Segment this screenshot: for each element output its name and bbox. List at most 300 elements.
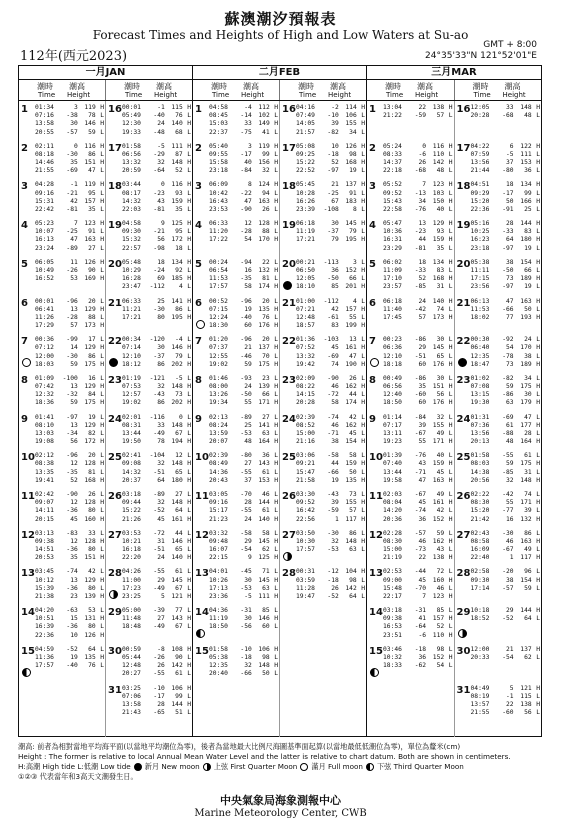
tide-event	[383, 228, 453, 236]
tide-event	[35, 414, 104, 422]
tide-time: 06:02	[383, 258, 402, 266]
tide-height-msl: 32	[157, 159, 165, 167]
tide-event	[209, 593, 278, 601]
day-number: 10	[21, 452, 35, 464]
tide-event	[35, 654, 104, 662]
day-block	[106, 298, 192, 337]
tide-type: H	[100, 515, 104, 523]
tide-event	[471, 654, 541, 662]
tide-height-datum: 111	[520, 150, 532, 158]
tide-type: H	[187, 220, 191, 228]
tide-type: H	[361, 383, 365, 391]
tide-time: 09:55	[209, 150, 228, 158]
tide-height-msl: 45	[418, 576, 427, 584]
tide-type: L	[187, 228, 191, 236]
tide-height-datum: 65	[175, 546, 183, 554]
tide-type: H	[448, 476, 453, 484]
tide-event	[122, 129, 191, 137]
tide-height-datum: 110	[432, 631, 445, 639]
tide-time: 22:20	[122, 554, 141, 562]
tide-height-datum: 129	[84, 305, 96, 313]
tide-time: 20:55	[35, 128, 54, 136]
tide-height-msl: -17	[240, 150, 252, 158]
tide-event	[209, 615, 278, 623]
tide-time: 15:20	[470, 197, 490, 205]
tide-event	[383, 422, 453, 430]
tide-event	[296, 167, 365, 175]
tide-height-datum: 129	[84, 421, 96, 429]
tide-type: L	[536, 491, 540, 498]
tide-height-msl: 24	[244, 515, 252, 523]
tide-type: L	[187, 670, 191, 678]
tide-time: 11:48	[122, 615, 141, 623]
tide-type: L	[536, 709, 540, 717]
tide-height-msl: 22	[418, 554, 427, 562]
day-block	[455, 220, 542, 259]
tide-event	[296, 460, 365, 468]
tide-height-datum: 42	[436, 507, 445, 515]
day-number: 22	[108, 336, 122, 348]
tide-event	[296, 104, 365, 112]
tide-height-msl: -68	[414, 167, 427, 175]
tide-height-datum: 87	[175, 150, 183, 158]
day-number: 8	[369, 374, 376, 386]
tide-event	[296, 452, 365, 460]
tide-event	[471, 585, 541, 593]
month-body	[193, 101, 366, 737]
tide-type: L	[274, 670, 278, 678]
tide-event	[122, 538, 191, 546]
tide-event	[296, 477, 365, 485]
tide-event	[296, 577, 365, 585]
tide-time: 13:58	[35, 120, 54, 128]
day-block	[280, 414, 366, 453]
tide-event	[471, 422, 541, 430]
tide-type: H	[187, 142, 191, 150]
tide-event	[122, 336, 191, 344]
tide-height-datum: 35	[436, 244, 445, 252]
tide-height-datum: 148	[171, 383, 183, 391]
tide-time: 15:03	[209, 120, 228, 128]
tide-event	[471, 336, 541, 344]
day-block	[367, 607, 454, 646]
tide-time: 00:01	[35, 297, 54, 305]
tide-height-datum: 93	[436, 228, 445, 236]
tide-height-datum: 160	[432, 576, 445, 584]
tide-height-datum: 106	[171, 684, 183, 692]
tide-event	[383, 143, 453, 151]
tide-time: 17:14	[470, 584, 490, 592]
notes	[18, 742, 542, 782]
tide-height-datum: 157	[432, 615, 445, 623]
moon-phase-icon	[22, 358, 31, 367]
tide-type: H	[274, 476, 278, 484]
day-block	[455, 568, 542, 607]
tide-time: 05:24	[383, 142, 402, 150]
day-block	[193, 375, 279, 414]
tide-height-datum: 64	[524, 615, 532, 623]
tide-event	[383, 391, 453, 399]
tide-type: H	[448, 104, 453, 111]
tide-event	[35, 516, 104, 524]
tide-event	[122, 452, 191, 460]
tide-height-datum: 95	[175, 228, 183, 236]
tide-event	[209, 646, 278, 654]
tide-event	[35, 422, 104, 430]
tide-time: 02:28	[383, 529, 402, 537]
tide-height-msl: 39	[331, 120, 339, 128]
tide-type: H	[274, 266, 278, 274]
tide-type: L	[448, 374, 453, 382]
tide-height-datum: 175	[84, 360, 96, 368]
tide-height-msl: 28	[157, 700, 165, 708]
tide-type: L	[361, 297, 365, 305]
tide-time: 16:52	[35, 275, 54, 283]
tide-height-datum: 176	[432, 399, 445, 407]
tide-time: 18:33	[383, 662, 402, 670]
tide-time: 21:26	[122, 515, 141, 523]
tide-height-datum: 36	[262, 452, 270, 460]
tide-event	[209, 361, 278, 369]
tide-type: L	[274, 189, 278, 197]
tide-event	[122, 314, 191, 322]
time-header-zh: 潮時	[124, 82, 140, 91]
tide-time: 15:43	[383, 197, 402, 205]
tide-height-msl: 30	[244, 615, 252, 623]
tide-time: 17:57	[296, 546, 315, 554]
tide-type: H	[187, 360, 191, 368]
tide-time: 13:57	[470, 700, 490, 708]
tide-height-datum: 90	[88, 266, 96, 274]
tide-height-msl: 26	[157, 662, 165, 670]
tide-time: 02:13	[209, 413, 228, 421]
tide-type: L	[100, 413, 104, 421]
tide-time: 14:38	[470, 468, 490, 476]
tide-height-datum: 38	[524, 352, 532, 360]
tide-time: 07:12	[35, 344, 54, 352]
tide-height-msl: 38	[331, 438, 339, 446]
tide-event	[209, 353, 278, 361]
day-block	[280, 336, 366, 375]
tide-time: 23:56	[470, 283, 490, 291]
tide-type: L	[448, 607, 453, 615]
tide-height-datum: -4	[175, 336, 183, 344]
tide-height-datum: 126	[345, 142, 357, 150]
tide-height-datum: 103	[432, 189, 445, 197]
tide-event	[35, 460, 104, 468]
tide-height-msl: -25	[66, 228, 78, 236]
tide-time: 02:41	[122, 452, 141, 460]
tide-event	[471, 383, 541, 391]
tide-height-msl: -67	[414, 491, 427, 498]
tide-event	[209, 654, 278, 662]
tide-type: H	[274, 438, 278, 446]
tide-type: L	[274, 258, 278, 266]
tide-height-msl: -36	[66, 584, 78, 592]
day-block	[455, 104, 542, 143]
tide-height-msl: 18	[418, 258, 427, 266]
tide-event	[471, 259, 541, 267]
tide-event	[471, 460, 541, 468]
tide-height-msl: -72	[153, 529, 165, 537]
tide-height-datum: 41	[262, 128, 270, 136]
tide-event	[35, 181, 104, 189]
tide-height-msl: 36	[418, 515, 427, 523]
tide-event	[209, 538, 278, 546]
tide-time: 01:36	[296, 336, 315, 344]
tide-type: L	[361, 374, 365, 382]
tide-height-msl: -40	[153, 112, 165, 120]
tide-type: L	[448, 413, 453, 421]
day-block	[19, 491, 105, 530]
day-number: 27	[456, 529, 471, 541]
tide-event	[209, 430, 278, 438]
tide-event	[35, 112, 104, 120]
tide-time: 10:21	[122, 537, 141, 545]
tide-event	[383, 181, 453, 189]
tide-event	[209, 206, 278, 214]
tide-event	[383, 206, 453, 214]
tide-height-msl: 18	[157, 258, 165, 266]
tide-event	[209, 104, 278, 112]
tide-height-datum: 116	[432, 142, 445, 150]
tide-height-msl: 77	[506, 313, 514, 321]
tide-height-datum: 144	[520, 607, 532, 615]
tide-height-msl: 47	[70, 236, 78, 244]
height-header-en: Height	[67, 91, 91, 99]
day-number: 16	[282, 104, 296, 115]
tide-type: L	[361, 128, 365, 136]
day-number: 19	[282, 220, 296, 232]
day-number: 9	[21, 413, 28, 425]
tide-event	[471, 220, 541, 228]
tide-type: H	[274, 360, 278, 368]
tide-time: 00:31	[296, 568, 315, 576]
tide-height-datum: 169	[84, 275, 96, 283]
tide-time: 19:02	[209, 360, 228, 368]
day-number: 4	[369, 220, 376, 232]
tide-height-msl: -96	[240, 297, 252, 305]
tide-height-msl: 59	[506, 383, 514, 391]
tide-time: 09:38	[383, 615, 402, 623]
tide-height-datum: 76	[262, 313, 270, 321]
tide-type: L	[274, 529, 278, 537]
tide-height-msl: 13	[70, 305, 78, 313]
tide-height-datum: 61	[175, 670, 183, 678]
tide-time: 09:52	[296, 499, 315, 507]
tide-height-datum: 117	[520, 554, 532, 562]
tide-event	[471, 399, 541, 407]
tide-height-datum: 19	[88, 413, 96, 421]
tide-time: 23:36	[209, 592, 228, 600]
tide-height-msl: 37	[244, 476, 252, 484]
tide-time: 12:35	[209, 662, 228, 670]
tide-height-datum: 148	[520, 476, 532, 484]
day-number: 26	[282, 491, 296, 502]
tide-event	[471, 167, 541, 175]
day-block	[280, 143, 366, 182]
tide-type: H	[361, 266, 365, 274]
tide-time: 09:38	[35, 537, 54, 545]
tide-event	[35, 361, 104, 369]
tide-height-datum: 68	[175, 128, 183, 136]
tide-height-datum: 62	[524, 653, 532, 661]
tide-height-datum: 74	[524, 491, 532, 498]
tide-event	[383, 267, 453, 275]
tide-type: H	[100, 421, 104, 429]
tide-height-datum: 40	[436, 452, 445, 460]
tide-height-datum: 195	[345, 236, 357, 244]
tide-type: L	[187, 709, 191, 717]
tide-height-datum: 20	[88, 452, 96, 460]
tide-height-msl: -97	[327, 167, 339, 175]
tide-time: 19:41	[35, 476, 54, 484]
tide-height-msl: -48	[153, 128, 165, 136]
day-block	[19, 104, 105, 143]
tide-height-msl: 19	[331, 476, 339, 484]
day-block	[280, 104, 366, 143]
tide-height-msl: 78	[157, 438, 165, 446]
tide-height-datum: 134	[171, 258, 183, 266]
tide-type: L	[100, 352, 104, 360]
tide-event	[471, 430, 541, 438]
day-number: 4	[21, 220, 28, 232]
day-number: 2	[195, 142, 202, 154]
tide-type: H	[274, 421, 278, 429]
tide-time: 04:49	[470, 684, 490, 692]
day-number: 3	[369, 181, 376, 193]
tide-height-datum: 27	[262, 413, 270, 421]
tide-event	[35, 383, 104, 391]
tide-type: L	[100, 167, 104, 175]
tide-type: H	[536, 499, 540, 507]
tide-height-datum: 99	[524, 189, 532, 197]
tide-height-msl: 43	[418, 460, 427, 468]
tide-time: 05:23	[35, 220, 54, 228]
tide-type: H	[361, 159, 365, 167]
tide-height-msl: -6	[418, 631, 427, 639]
tide-event	[209, 554, 278, 562]
tide-height-msl: -86	[414, 374, 427, 382]
tide-height-datum: 138	[520, 700, 532, 708]
tide-height-datum: 47	[88, 167, 96, 175]
tide-height-datum: 172	[84, 438, 96, 446]
tide-time: 17:57	[209, 283, 228, 291]
tide-event	[122, 469, 191, 477]
tide-type: L	[100, 546, 104, 554]
tide-height-msl: -30	[502, 529, 514, 537]
day-block	[193, 181, 279, 220]
tide-event	[471, 104, 541, 112]
tide-event	[209, 159, 278, 167]
tide-height-datum: 91	[349, 189, 357, 197]
day-block	[106, 530, 192, 569]
tide-height-datum: 116	[84, 142, 96, 150]
tide-height-msl: 1	[509, 554, 514, 562]
tide-height-datum: 53	[88, 607, 96, 615]
tide-type: L	[536, 244, 540, 252]
tide-event	[296, 151, 365, 159]
tide-time: 02:39	[296, 413, 315, 421]
tide-height-msl: -84	[414, 413, 427, 421]
days-left	[19, 101, 106, 737]
tide-height-msl: -81	[66, 205, 78, 213]
tide-height-msl: 27	[244, 460, 252, 468]
tide-event	[209, 190, 278, 198]
tide-event	[383, 112, 453, 120]
tide-height-datum: 124	[258, 181, 270, 189]
tide-type: H	[448, 653, 453, 661]
tide-height-msl: -65	[153, 709, 165, 717]
tide-time: 10:32	[383, 653, 402, 661]
tide-height-msl: 11	[70, 258, 78, 266]
tide-type: H	[100, 537, 104, 545]
tide-height-msl: 73	[506, 275, 514, 283]
tide-height-datum: 152	[432, 653, 445, 661]
day-number: 31	[108, 684, 122, 696]
tide-type: L	[274, 205, 278, 213]
tide-type: L	[448, 507, 453, 515]
tide-height-datum: 35	[88, 205, 96, 213]
tide-height-datum: 34	[524, 374, 532, 382]
tide-type: H	[100, 322, 104, 330]
tide-time: 05:38	[470, 258, 490, 266]
title-chinese: 蘇澳潮汐預報表	[224, 10, 337, 28]
tide-height-datum: 80	[88, 507, 96, 515]
tide-type: H	[536, 258, 540, 266]
tide-type: L	[536, 205, 540, 213]
tide-height-datum: 71	[262, 568, 270, 576]
tide-time: 07:40	[383, 460, 402, 468]
tide-type: L	[536, 167, 540, 175]
day-number: 1	[195, 104, 202, 115]
tide-time: 03:44	[122, 181, 141, 189]
title-english: Forecast Times and Heights of High and Low Waters at Su-ao	[92, 28, 469, 42]
tide-time: 02:58	[470, 568, 490, 576]
tide-event	[209, 577, 278, 585]
tide-height-msl: -88	[502, 429, 514, 437]
tide-height-datum: 148	[345, 537, 357, 545]
tide-type: L	[274, 653, 278, 661]
tide-height-datum: 135	[84, 653, 96, 661]
tide-type: H	[274, 592, 278, 600]
tide-height-msl: 57	[70, 322, 78, 330]
tide-height-msl: 0	[73, 142, 78, 150]
tide-type: L	[448, 546, 453, 554]
day-number: 23	[282, 374, 296, 386]
tide-height-msl: -108	[323, 205, 339, 213]
day-number: 16	[456, 104, 471, 115]
day-number: 30	[108, 645, 122, 657]
tide-event	[209, 112, 278, 120]
tide-event	[383, 190, 453, 198]
tide-event	[296, 375, 365, 383]
tide-event	[383, 593, 453, 601]
tide-time: 08:19	[470, 692, 490, 700]
tide-time: 23:25	[122, 592, 141, 600]
tide-event	[296, 322, 365, 330]
tide-time: 01:19	[122, 374, 141, 382]
month-header: 二月FEB	[193, 66, 366, 80]
tide-time: 04:26	[122, 568, 141, 576]
tide-time: 00:52	[209, 297, 228, 305]
tide-type: L	[536, 546, 540, 554]
tide-height-datum: 98	[262, 653, 270, 661]
tide-event	[122, 670, 191, 678]
tide-height-datum: 152	[432, 515, 445, 523]
tide-type: H	[448, 142, 453, 150]
tide-height-datum: 164	[520, 438, 532, 446]
